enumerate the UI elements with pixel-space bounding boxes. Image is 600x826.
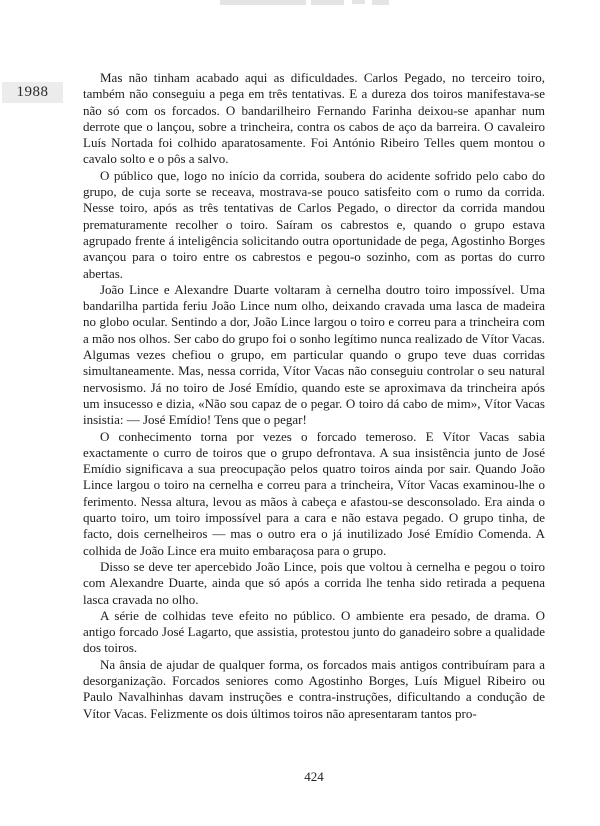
cropped-header-artifact xyxy=(311,0,344,5)
paragraph: Disso se deve ter apercebido João Lince, pois que voltou à cernelha e pegou o toiro com Alexandre Duarte, ainda que só após a corrida lhe tenha sido retirada a pequena lasca cravada no olho. xyxy=(83,558,545,607)
paragraph: Na ânsia de ajudar de qualquer forma, os forcados mais antigos contribuíram para a desorganização. Forcados seniores como Agostinho Borges, Luís Miguel Ribeiro ou Paulo Navalhinhas davam instruções e contra-instruções, dificultando a condução de Vítor Vacas. Felizmente os dois últimos toiros não apresentaram tantos pro- xyxy=(83,656,545,721)
paragraph: O público que, logo no início da corrida, soubera do acidente sofrido pelo cabo do grupo, de cuja sorte se receava, mostrava-se pouco satisfeito com o rumo da corrida. Nesse toiro, após as três tentativas de Carlos Pegado, o director da corrida mandou prematuramente recolher o toiro. Saíram os cabrestos e, quando o grupo estava agrupado frente á inteligência solicitando outra oportunidade de pega, Agostinho Borges avançou para o toiro entre os cabrestos e pegou-o sozinho, com as portas do curro abertas. xyxy=(83,167,545,281)
cropped-header-artifact xyxy=(372,0,389,5)
paragraph: O conhecimento torna por vezes o forcado temeroso. E Vítor Vacas sabia exactamente o curro de toiros que o grupo defrontava. A sua insistência junto de José Emídio significava a sua preocupação pelos quatro toiros ainda por sair. Quando João Lince largou o toiro na cernelha e correu para a trincheira, Vítor Vacas examinou-lhe o ferimento. Nessa altura, levou as mãos à cabeça e afastou-se desconsolado. Era ainda o quarto toiro, um toiro impossível para a cara e não estava pegado. O grupo tinha, de facto, dois cernelheiros — mas o outro era o já inutilizado José Emídio Comenda. A colhida de João Lince era muito embaraçosa para o grupo. xyxy=(83,428,545,558)
page-number: 424 xyxy=(304,769,324,784)
paragraph: Mas não tinham acabado aqui as dificuldades. Carlos Pegado, no terceiro toiro, também não conseguiu a pega em três tentativas. E a dureza dos toiros manifestava-se não só com os forcados. O bandarilheiro Fernando Farinha deixou-se apanhar num derrote que o lançou, sobre a trincheira, contra os cabos de aço da barreira. O cavaleiro Luís Nortada foi colhido aparatosamente. Foi António Ribeiro Telles quem montou o cavalo solto e o pôs a salvo. xyxy=(83,70,545,167)
page-body xyxy=(83,70,545,722)
margin-year-label: 1988 xyxy=(2,82,63,103)
cropped-header-artifact xyxy=(352,0,365,4)
paragraph: A série de colhidas teve efeito no público. O ambiente era pesado, de drama. O antigo forcado José Lagarto, que assistia, protestou junto do ganadeiro sobre a qualidade dos toiros. xyxy=(83,607,545,656)
cropped-header-artifact xyxy=(220,0,306,5)
paragraph: João Lince e Alexandre Duarte voltaram à cernelha doutro toiro impossível. Uma bandarilha partida feriu João Lince num olho, deixando cravada uma lasca de madeira no globo ocular. Sentindo a dor, João Lince largou o toiro e correu para a trincheira com a mão nos olhos. Ser cabo do grupo foi o sonho legítimo nunca realizado de Vítor Vacas. Algumas vezes chefiou o grupo, em particular quando o grupo teve duas corridas simultaneamente. Mas, nessa corrida, Vítor Vacas não conseguiu controlar o seu natural nervosismo. Já no toiro de José Emídio, quando este se aproximava da trincheira após um insucesso e dizia, «Não sou capaz de o pegar. O toiro dá cabo de mim», Vítor Vacas insistia: — José Emídio! Tens que o pegar! xyxy=(83,281,545,428)
